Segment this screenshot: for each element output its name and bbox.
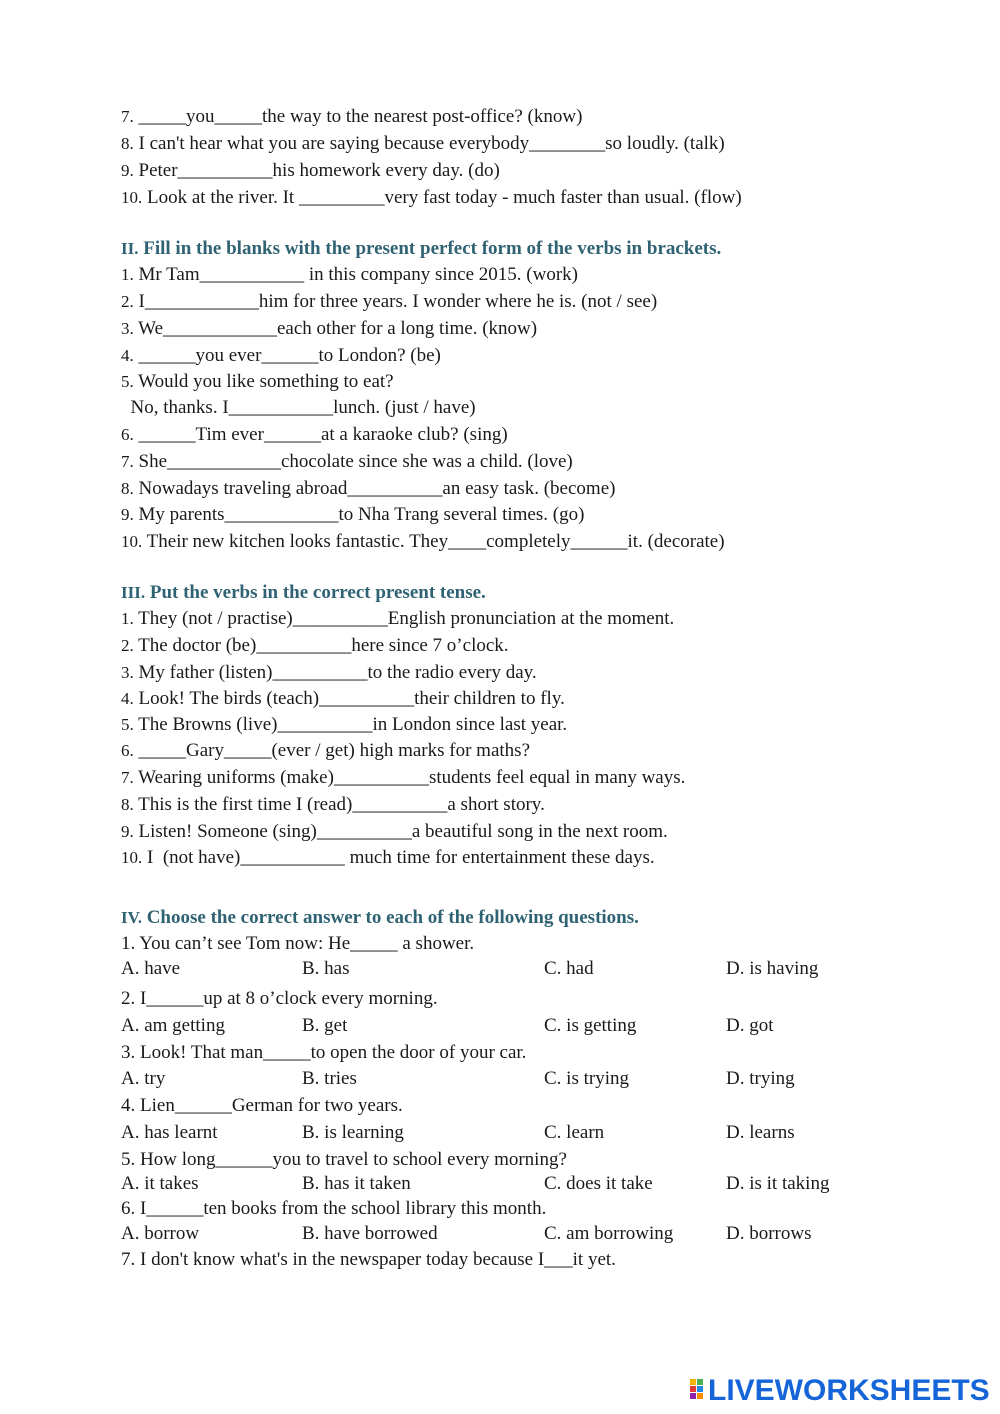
answer-option[interactable]: A. borrow [121,1223,200,1244]
exercise-line: 8. Nowadays traveling abroad__________an easy task. (become) [121,478,616,499]
question: 6. I______ten books from the school library this month. [121,1198,547,1219]
answer-option[interactable]: C. is trying [544,1068,629,1089]
logo-text: LIVEWORKSHEETS [708,1374,990,1407]
question: 3. Look! That man_____to open the door of your car. [121,1042,527,1063]
liveworksheets-logo-icon [690,1377,704,1405]
question: 5. How long______you to travel to school every morning? [121,1149,567,1170]
answer-option[interactable]: B. has it taken [302,1173,411,1194]
question: 7. I don't know what's in the newspaper today because I___it yet. [121,1249,616,1270]
liveworksheets-logo [690,1374,990,1408]
question: 4. Lien______German for two years. [121,1095,403,1116]
answer-option[interactable]: A. has learnt [121,1122,218,1143]
answer-option[interactable]: D. trying [726,1068,795,1089]
answer-option[interactable]: A. try [121,1068,166,1089]
answer-option[interactable]: C. had [544,958,594,979]
section-heading: II. Fill in the blanks with the present perfect form of the verbs in brackets. [121,238,722,259]
answer-option[interactable]: B. tries [302,1068,357,1089]
answer-option[interactable]: C. learn [544,1122,605,1143]
answer-option[interactable]: B. has [302,958,350,979]
exercise-line: 8. I can't hear what you are saying because everybody________so loudly. (talk) [121,133,725,154]
answer-option[interactable]: D. is it taking [726,1173,830,1194]
exercise-line: 9. Peter__________his homework every day. (do) [121,160,500,181]
question: 2. I______up at 8 o’clock every morning. [121,988,438,1009]
answer-option[interactable]: C. does it take [544,1173,653,1194]
answer-option[interactable]: A. am getting [121,1015,225,1036]
exercise-line: 5. Would you like something to eat? [121,371,394,392]
exercise-line: 6. _____Gary_____(ever / get) high marks for maths? [121,740,531,761]
exercise-line: 7. Wearing uniforms (make)__________students feel equal in many ways. [121,767,686,788]
exercise-line: 10. Look at the river. It _________very fast today - much faster than usual. (flow) [121,187,742,208]
exercise-line: 1. Mr Tam___________ in this company since 2015. (work) [121,264,578,285]
exercise-line: 3. We____________each other for a long time. (know) [121,318,538,339]
exercise-line: 10. I (not have)___________ much time for entertainment these days. [121,847,655,868]
answer-option[interactable]: A. it takes [121,1173,199,1194]
exercise-line: 9. Listen! Someone (sing)__________a beautiful song in the next room. [121,821,668,842]
exercise-line: 10. Their new kitchen looks fantastic. They____completely______it. (decorate) [121,531,725,552]
answer-option[interactable]: D. got [726,1015,774,1036]
exercise-line: No, thanks. I___________lunch. (just / have) [121,397,476,418]
question: 1. You can’t see Tom now: He_____ a shower. [121,933,475,954]
answer-option[interactable]: B. get [302,1015,348,1036]
exercise-line: 4. Look! The birds (teach)__________their children to fly. [121,688,565,709]
answer-option[interactable]: B. have borrowed [302,1223,438,1244]
answer-option[interactable]: C. is getting [544,1015,637,1036]
section-heading: IV. Choose the correct answer to each of the following questions. [121,907,639,928]
exercise-line: 2. The doctor (be)__________here since 7 o’clock. [121,635,509,656]
answer-option[interactable]: A. have [121,958,181,979]
exercise-line: 1. They (not / practise)__________English pronunciation at the moment. [121,608,675,629]
answer-option[interactable]: D. learns [726,1122,795,1143]
exercise-line: 4. ______you ever______to London? (be) [121,345,441,366]
exercise-line: 7. She____________chocolate since she was a child. (love) [121,451,573,472]
exercise-line: 7. _____you_____the way to the nearest post-office? (know) [121,106,583,127]
exercise-line: 6. ______Tim ever______at a karaoke club? (sing) [121,424,508,445]
answer-option[interactable]: D. is having [726,958,819,979]
exercise-line: 2. I____________him for three years. I wonder where he is. (not / see) [121,291,658,312]
answer-option[interactable]: C. am borrowing [544,1223,674,1244]
exercise-line: 5. The Browns (live)__________in London since last year. [121,714,568,735]
exercise-line: 9. My parents____________to Nha Trang several times. (go) [121,504,585,525]
exercise-line: 8. This is the first time I (read)__________a short story. [121,794,545,815]
answer-option[interactable]: B. is learning [302,1122,404,1143]
section-heading: III. Put the verbs in the correct present tense. [121,582,486,603]
exercise-line: 3. My father (listen)__________to the radio every day. [121,662,537,683]
answer-option[interactable]: D. borrows [726,1223,812,1244]
